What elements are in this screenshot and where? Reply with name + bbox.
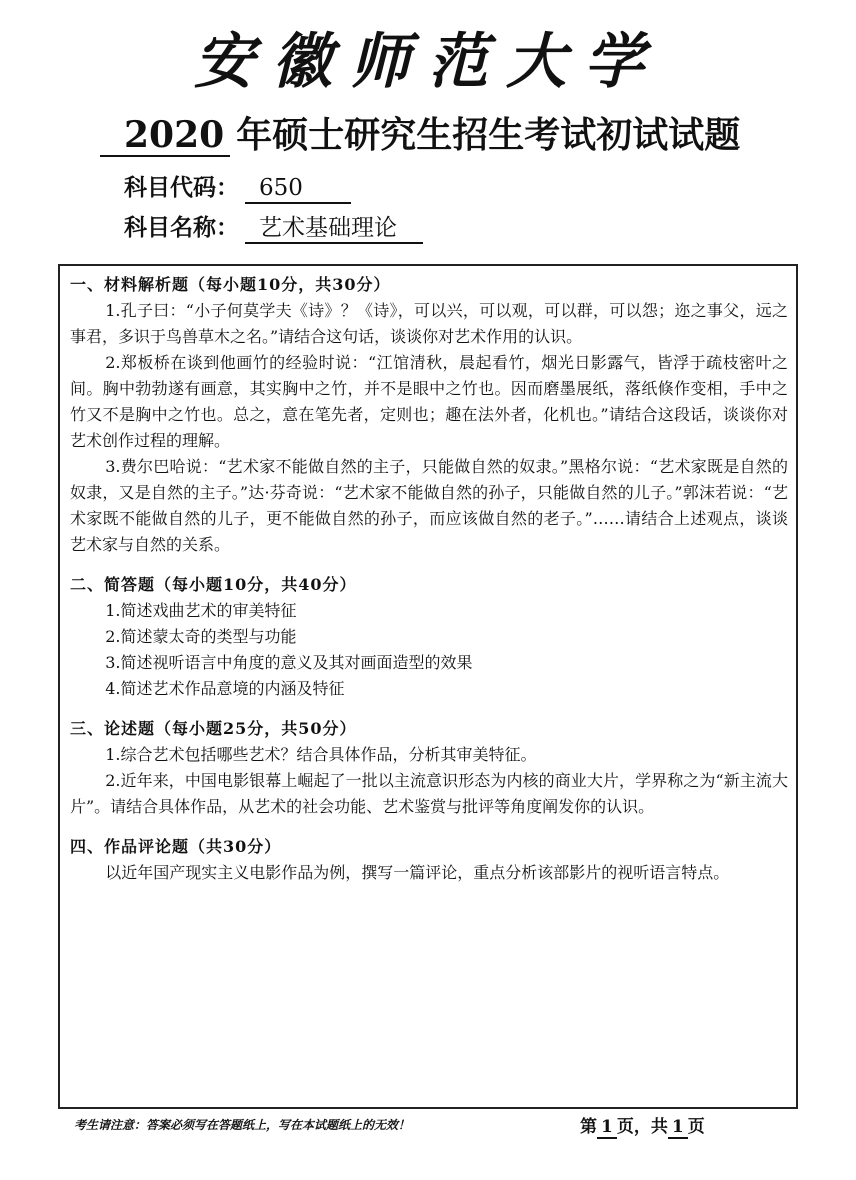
page-indicator — [580, 1112, 705, 1139]
question-item: 3.简述视听语言中角度的意义及其对画面造型的效果 — [105, 653, 473, 672]
section-heading-short-answer: 二、简答题（每小题10分，共40分） — [70, 575, 357, 594]
subject-name-label: 科目名称： — [124, 214, 239, 241]
page-suffix: 页 — [687, 1117, 705, 1137]
exam-content — [70, 272, 788, 886]
school-name: 安徽师范大学 — [194, 27, 662, 97]
exam-year: 2020 — [100, 115, 230, 157]
page-total: 1 — [668, 1117, 688, 1139]
subject-name-row — [124, 212, 423, 244]
subject-code-value: 650 — [245, 174, 351, 204]
footer-note: 考生请注意：答案必须写在答题纸上，写在本试题纸上的无效！ — [74, 1118, 411, 1132]
question-paragraph: 3.费尔巴哈说：“艺术家不能做自然的主子，只能做自然的奴隶。”黑格尔说：“艺术家既是自然的奴隶，又是自然的主子。”达·芬奇说：“艺术家不能做自然的孙子，只能做自然的儿子。”郭沫若说：“艺术家既不能做自然的儿子，更不能做自然的孙子，而应该做自然的老子。”……请结合上述观点，谈谈艺术家与自然的关系。 — [70, 457, 788, 554]
section-heading-essay: 三、论述题（每小题25分，共50分） — [70, 719, 357, 738]
question-paragraph: 2.郑板桥在谈到他画竹的经验时说：“江馆清秋，晨起看竹，烟光日影露气，皆浮于疏枝密叶之间。胸中勃勃遂有画意，其实胸中之竹，并不是眼中之竹也。因而磨墨展纸，落纸倏作变相，手中之竹又不是胸中之竹也。总之，意在笔先者，定则也；趣在法外者，化机也。”请结合这段话，谈谈你对艺术创作过程的理解。 — [70, 353, 788, 450]
question-item: 1.简述戏曲艺术的审美特征 — [105, 601, 297, 620]
question-item: 4.简述艺术作品意境的内涵及特征 — [105, 679, 345, 698]
subject-code-row — [124, 172, 351, 204]
question-paragraph: 2.近年来，中国电影银幕上崛起了一批以主流意识形态为内核的商业大片，学界称之为“新主流大片”。请结合具体作品，从艺术的社会功能、艺术鉴赏与批评等角度阐发你的认识。 — [70, 771, 788, 816]
exam-title-text: 年硕士研究生招生考试初试试题 — [236, 114, 741, 156]
question-paragraph: 以近年国产现实主义电影作品为例，撰写一篇评论，重点分析该部影片的视听语言特点。 — [105, 863, 730, 882]
subject-name-value: 艺术基础理论 — [245, 214, 423, 244]
page-current: 1 — [597, 1117, 617, 1139]
question-paragraph: 1.孔子曰：“小子何莫学夫《诗》？《诗》，可以兴，可以观，可以群，可以怨；迩之事父，远之事君，多识于鸟兽草木之名。”请结合这句话，谈谈你对艺术作用的认识。 — [70, 301, 788, 346]
exam-title — [100, 110, 740, 160]
question-item: 2.简述蒙太奇的类型与功能 — [105, 627, 297, 646]
section-heading-work-review: 四、作品评论题（共30分） — [70, 837, 282, 856]
page-prefix: 第 — [580, 1117, 597, 1137]
section-heading-material-analysis: 一、材料解析题（每小题10分，共30分） — [70, 275, 391, 294]
subject-code-label: 科目代码： — [124, 174, 239, 201]
question-paragraph: 1.综合艺术包括哪些艺术？结合具体作品，分析其审美特征。 — [105, 745, 537, 764]
page-middle: 页，共 — [616, 1117, 668, 1137]
